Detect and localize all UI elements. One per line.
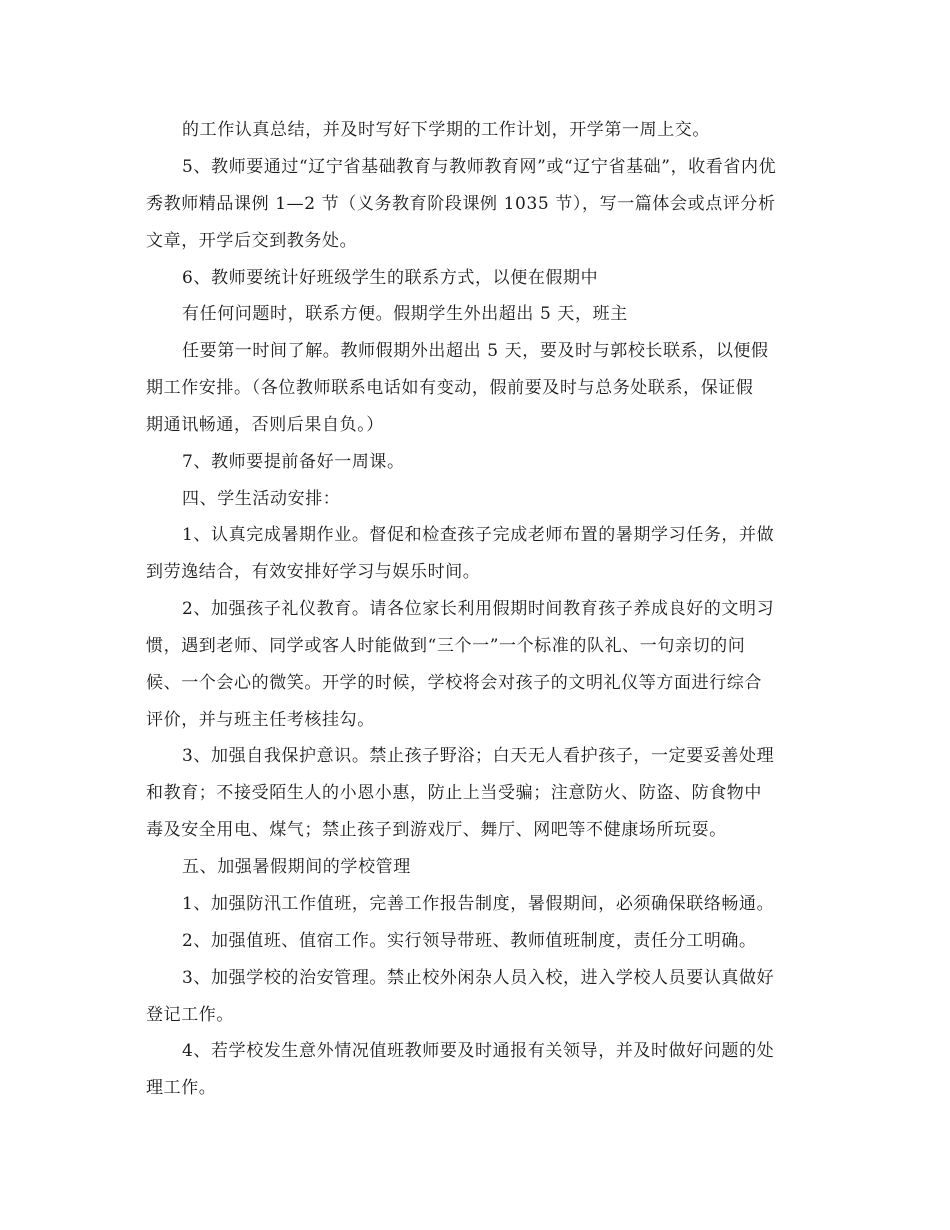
text-line: 2、加强孩子礼仪教育。请各位家长利用假期时间教育孩子养成良好的文明习 bbox=[182, 599, 775, 619]
text-line: 惯，遇到老师、同学或客人时能做到“三个一”一个标准的队礼、一句亲切的问 bbox=[146, 636, 746, 656]
section-heading: 五、加强暑假期间的学校管理 bbox=[182, 857, 411, 877]
text-line: 毒及安全用电、煤气；禁止孩子到游戏厅、舞厅、网吧等不健康场所玩耍。 bbox=[146, 820, 727, 840]
text-line: 4、若学校发生意外情况值班教师要及时通报有关领导，并及时做好问题的处 bbox=[182, 1041, 775, 1061]
text-line: 3、加强学校的治安管理。禁止校外闲杂人员入校，进入学校人员要认真做好 bbox=[182, 968, 775, 988]
text-line: 1、认真完成暑期作业。督促和检查孩子完成老师布置的暑期学习任务，并做 bbox=[182, 525, 775, 545]
text-line: 1、加强防汛工作值班，完善工作报告制度，暑假期间，必须确保联络畅通。 bbox=[182, 894, 775, 914]
text-line: 2、加强值班、值宿工作。实行领导带班、教师值班制度，责任分工明确。 bbox=[182, 931, 757, 951]
section-heading: 四、学生活动安排： bbox=[182, 489, 341, 509]
text-line: 6、教师要统计好班级学生的联系方式，以便在假期中 bbox=[182, 268, 599, 288]
text-line: 文章，开学后交到教务处。 bbox=[146, 231, 358, 251]
text-line: 评价，并与班主任考核挂勾。 bbox=[146, 710, 375, 730]
text-line: 7、教师要提前备好一周课。 bbox=[182, 452, 405, 472]
text-line: 到劳逸结合，有效安排好学习与娱乐时间。 bbox=[146, 562, 481, 582]
text-line: 理工作。 bbox=[146, 1078, 217, 1098]
text-line: 5、教师要通过“辽宁省基础教育与教师教育网”或“辽宁省基础”，收看省内优 bbox=[182, 157, 777, 177]
text-line: 3、加强自我保护意识。禁止孩子野浴；白天无人看护孩子，一定要妥善处理 bbox=[182, 746, 775, 766]
text-line: 登记工作。 bbox=[146, 1005, 234, 1025]
text-line: 候、一个会心的微笑。开学的时候，学校将会对孩子的文明礼仪等方面进行综合 bbox=[146, 673, 762, 693]
text-line: 期工作安排。（各位教师联系电话如有变动，假前要及时与总务处联系，保证假 bbox=[146, 378, 754, 398]
text-line: 期通讯畅通，否则后果自负。） bbox=[146, 415, 384, 435]
text-line: 和教育；不接受陌生人的小恩小惠，防止上当受骗；注意防火、防盗、防食物中 bbox=[146, 783, 762, 803]
text-line: 的工作认真总结，并及时写好下学期的工作计划，开学第一周上交。 bbox=[182, 120, 710, 140]
text-line: 任要第一时间了解。教师假期外出超出 5 天，要及时与郭校长联系，以便假 bbox=[182, 341, 769, 361]
text-line: 秀教师精品课例 1—2 节（义务教育阶段课例 1035 节），写一篇体会或点评分析 bbox=[146, 194, 776, 214]
text-line: 有任何问题时，联系方便。假期学生外出超出 5 天，班主 bbox=[182, 304, 628, 324]
